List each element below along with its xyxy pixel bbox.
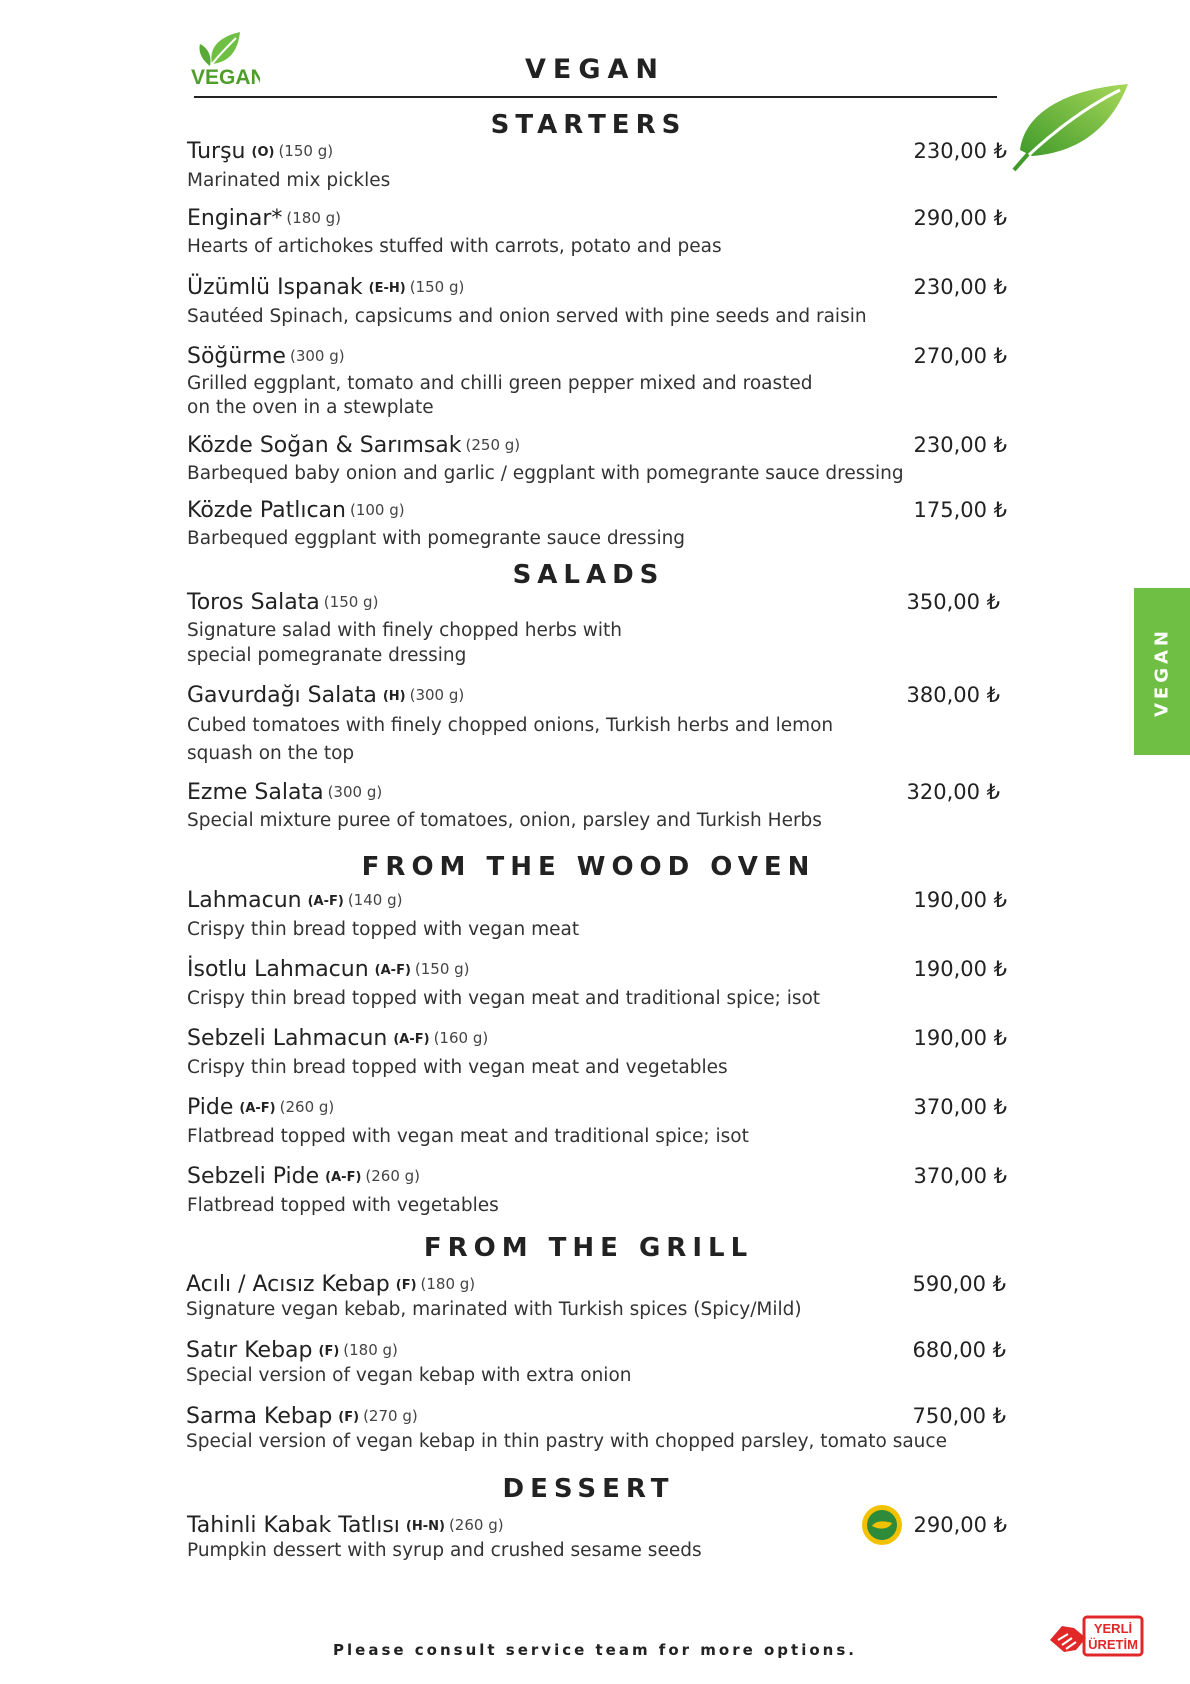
- item-price: 370,00 ₺: [913, 1164, 1007, 1188]
- handshake-icon: [1050, 1626, 1086, 1652]
- item-weight: (300 g): [327, 783, 383, 801]
- item-description: Signature salad with finely chopped herbs with: [187, 620, 622, 641]
- side-tab-vegan: [1134, 588, 1190, 755]
- item-name: Enginar*: [187, 206, 283, 231]
- item-name: Turşu: [187, 139, 246, 164]
- section-title-salads: SALADS: [512, 560, 665, 590]
- item-name: Pide: [187, 1095, 234, 1120]
- item-weight: (180 g): [420, 1275, 476, 1293]
- geographical-indication-seal-icon: [861, 1504, 903, 1546]
- item-description: Crispy thin bread topped with vegan meat: [187, 919, 580, 940]
- item-price: 680,00 ₺: [912, 1338, 1006, 1362]
- item-description: Signature vegan kebab, marinated with Turkish spices (Spicy/Mild): [186, 1299, 802, 1320]
- item-allergen: (A-F): [374, 963, 411, 978]
- item-description: Pumpkin dessert with syrup and crushed sesame seeds: [187, 1540, 702, 1561]
- item-name: Ezme Salata: [187, 780, 324, 805]
- item-allergen: (F): [318, 1344, 340, 1359]
- item-price: 320,00 ₺: [906, 780, 1000, 804]
- item-description: special pomegranate dressing: [187, 645, 467, 666]
- item-description: Crispy thin bread topped with vegan meat and vegetables: [187, 1057, 728, 1078]
- item-description: Cubed tomatoes with finely chopped onions, Turkish herbs and lemon: [187, 715, 834, 736]
- leaf-icon: [1010, 80, 1132, 172]
- item-weight: (100 g): [349, 501, 405, 519]
- item-name: Gavurdağı Salata: [187, 683, 377, 708]
- item-weight: (150 g): [409, 278, 465, 296]
- item-name: Tahinli Kabak Tatlısı: [187, 1513, 400, 1538]
- item-allergen: (H-N): [405, 1519, 445, 1534]
- item-description: Sautéed Spinach, capsicums and onion served with pine seeds and raisin: [187, 306, 867, 327]
- item-price: 270,00 ₺: [913, 344, 1007, 368]
- item-allergen: (O): [251, 145, 275, 160]
- item-allergen: (A-F): [307, 894, 344, 909]
- menu-item: [187, 1024, 1007, 1081]
- menu-item: [187, 955, 1007, 1012]
- menu-item: [187, 778, 1000, 834]
- item-name: Sebzeli Lahmacun: [187, 1026, 388, 1051]
- item-weight: (270 g): [363, 1407, 418, 1425]
- item-price: 190,00 ₺: [913, 888, 1007, 912]
- item-price: 230,00 ₺: [913, 433, 1007, 457]
- item-weight: (160 g): [433, 1029, 489, 1047]
- item-description: Crispy thin bread topped with vegan meat and traditional spice; isot: [187, 988, 821, 1009]
- header-divider: [194, 96, 997, 98]
- page-title: VEGAN: [525, 54, 665, 85]
- item-description: Grilled eggplant, tomato and chilli green pepper mixed and roasted: [187, 373, 813, 394]
- item-name: Söğürme: [187, 344, 286, 369]
- item-name: Acılı / Acısız Kebap: [186, 1272, 390, 1297]
- item-name: Sarma Kebap: [186, 1404, 333, 1429]
- item-weight: (260 g): [365, 1167, 421, 1185]
- item-price: 190,00 ₺: [913, 957, 1007, 981]
- item-weight: (260 g): [448, 1516, 504, 1534]
- logo-text: VEGAN: [191, 66, 260, 86]
- yerli-uretim-badge: [1046, 1614, 1146, 1658]
- item-name: Toros Salata: [187, 590, 320, 615]
- item-price: 175,00 ₺: [913, 498, 1007, 522]
- menu-item: [187, 342, 1007, 420]
- footer-note: Please consult service team for more options.: [333, 1641, 857, 1659]
- menu-item: [187, 1162, 1007, 1219]
- item-price: 380,00 ₺: [906, 683, 1000, 707]
- item-description: Special version of vegan kebap in thin pastry with chopped parsley, tomato sauce: [186, 1431, 947, 1452]
- item-description: Special mixture puree of tomatoes, onion, parsley and Turkish Herbs: [187, 810, 822, 831]
- item-price: 290,00 ₺: [913, 206, 1007, 230]
- menu-item: [186, 1402, 1006, 1455]
- item-name: İsotlu Lahmacun: [187, 957, 369, 982]
- item-description: Barbequed baby onion and garlic / eggplant with pomegrante sauce dressing: [187, 463, 904, 484]
- item-description: on the oven in a stewplate: [187, 397, 434, 418]
- item-weight: (180 g): [286, 209, 342, 227]
- item-name: Satır Kebap: [186, 1338, 313, 1363]
- item-price: 190,00 ₺: [913, 1026, 1007, 1050]
- item-weight: (150 g): [414, 960, 470, 978]
- item-name: Sebzeli Pide: [187, 1164, 320, 1189]
- item-name: Közde Soğan & Sarımsak: [187, 433, 462, 458]
- item-allergen: (E-H): [368, 281, 406, 296]
- menu-item: [187, 886, 1007, 943]
- item-weight: (150 g): [323, 593, 379, 611]
- menu-item: [187, 137, 1007, 194]
- item-allergen: (F): [395, 1278, 417, 1293]
- item-price: 750,00 ₺: [912, 1404, 1006, 1428]
- menu-item: [187, 1093, 1007, 1150]
- item-weight: (140 g): [347, 891, 403, 909]
- badge-line-2: ÜRETİM: [1088, 1637, 1138, 1652]
- item-description: Barbequed eggplant with pomegrante sauce dressing: [187, 528, 686, 549]
- item-price: 230,00 ₺: [913, 275, 1007, 299]
- item-allergen: (A-F): [393, 1032, 430, 1047]
- section-title-wood-oven: FROM THE WOOD OVEN: [361, 852, 816, 882]
- item-price: 230,00 ₺: [913, 139, 1007, 163]
- menu-item: [187, 273, 1007, 330]
- item-weight: (300 g): [409, 686, 465, 704]
- item-weight: (260 g): [279, 1098, 335, 1116]
- section-title-grill: FROM THE GRILL: [423, 1233, 754, 1263]
- item-description: Flatbread topped with vegetables: [187, 1195, 499, 1216]
- item-name: Közde Patlıcan: [187, 498, 346, 523]
- menu-item: [187, 204, 1007, 260]
- item-description: Marinated mix pickles: [187, 170, 391, 191]
- badge-line-1: YERLİ: [1093, 1621, 1133, 1636]
- item-description: Flatbread topped with vegan meat and traditional spice; isot: [187, 1126, 749, 1147]
- item-allergen: (A-F): [325, 1170, 362, 1185]
- section-title-dessert: DESSERT: [502, 1474, 675, 1504]
- menu-item: [187, 431, 1007, 487]
- menu-item: [187, 496, 1007, 552]
- menu-item: [186, 1336, 1006, 1389]
- item-description: Hearts of artichokes stuffed with carrots, potato and peas: [187, 236, 722, 257]
- item-price: 370,00 ₺: [913, 1095, 1007, 1119]
- item-allergen: (H): [382, 689, 406, 704]
- item-name: Üzümlü Ispanak: [187, 275, 363, 300]
- item-price: 350,00 ₺: [906, 590, 1000, 614]
- item-description: squash on the top: [187, 743, 355, 764]
- item-description: Special version of vegan kebap with extra onion: [186, 1365, 632, 1386]
- item-name: Lahmacun: [187, 888, 302, 913]
- item-weight: (250 g): [465, 436, 521, 454]
- menu-item: [187, 681, 1000, 768]
- menu-item: [187, 588, 1000, 669]
- section-title-starters: STARTERS: [490, 110, 687, 140]
- item-price: 590,00 ₺: [912, 1272, 1006, 1296]
- item-weight: (300 g): [289, 347, 345, 365]
- item-weight: (180 g): [343, 1341, 398, 1359]
- item-allergen: (F): [338, 1410, 360, 1425]
- side-tab-label: VEGAN: [1151, 626, 1173, 717]
- menu-item: [186, 1270, 1006, 1323]
- item-allergen: (A-F): [239, 1101, 276, 1116]
- item-price: 290,00 ₺: [913, 1513, 1007, 1537]
- item-weight: (150 g): [278, 142, 334, 160]
